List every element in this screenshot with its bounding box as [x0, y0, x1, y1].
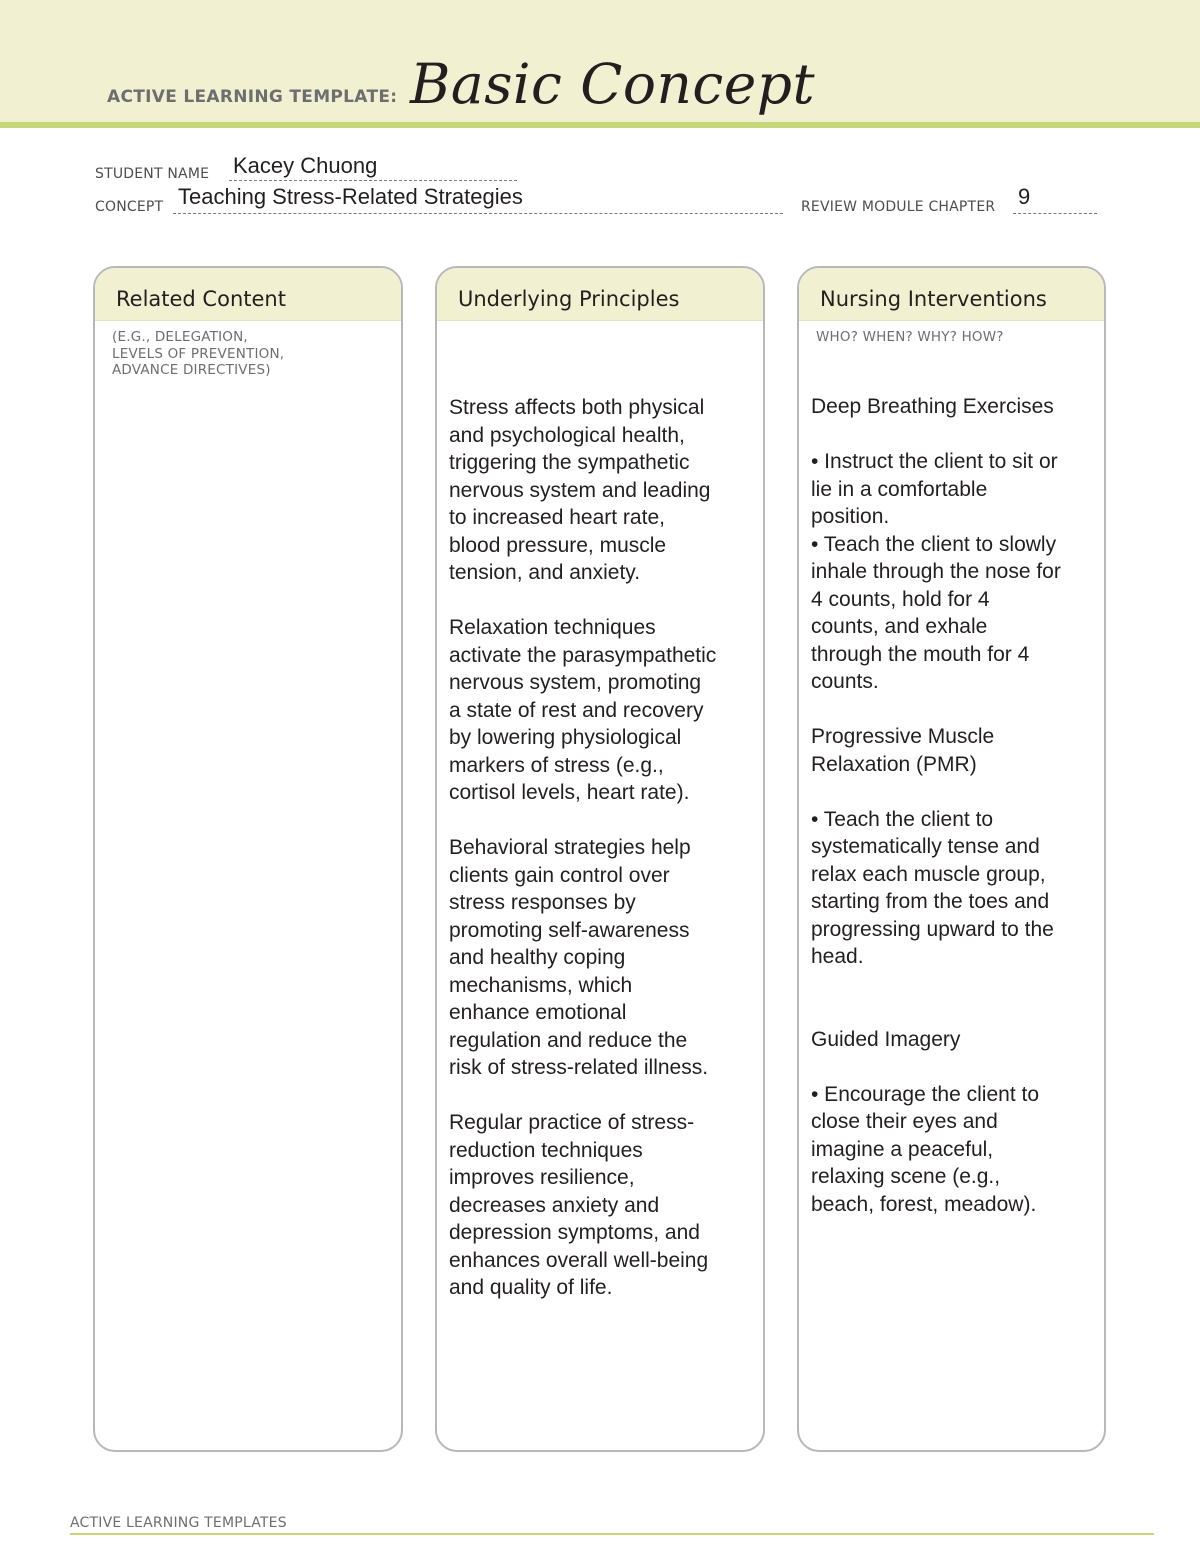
concept-field[interactable]: Teaching Stress-Related Strategies — [178, 184, 523, 209]
chapter-underline — [1013, 213, 1097, 214]
underlying-principles-title: Underlying Principles — [437, 268, 763, 321]
nursing-interventions-text[interactable]: Deep Breathing Exercises • Instruct the client to sit or lie in a comfortable position. • Teach the client to slowly inhale through the nose for 4 counts, hold for 4 counts, and exhale through the mouth for 4 counts. Progressive Muscle Relaxation (PMR) • Teach the client to systematically tense and relax each muscle group, starting from the toes and progressing upward to the head. Guided Imagery • Encourage the client to close their eyes and imagine a peaceful, relaxing scene (e.g., beach, forest, meadow). — [811, 395, 1061, 1216]
footer-divider — [70, 1533, 1154, 1535]
student-name-label: STUDENT NAME — [95, 166, 210, 182]
nursing-interventions-title: Nursing Interventions — [799, 268, 1104, 321]
nursing-interventions-card — [797, 266, 1106, 1452]
related-content-title: Related Content — [95, 268, 401, 321]
template-label: ACTIVE LEARNING TEMPLATE: — [107, 87, 398, 107]
chapter-label: REVIEW MODULE CHAPTER — [801, 199, 996, 215]
related-content-hint: (E.G., DELEGATION, LEVELS OF PREVENTION, ADVANCE DIRECTIVES) — [112, 329, 285, 378]
student-name-field[interactable]: Kacey Chuong — [233, 153, 378, 178]
concept-underline — [173, 213, 783, 214]
concept-label: CONCEPT — [95, 199, 164, 215]
student-name-underline — [229, 180, 517, 181]
header-divider — [0, 122, 1200, 128]
underlying-principles-card — [435, 266, 765, 1452]
chapter-field[interactable]: 9 — [1018, 184, 1031, 209]
underlying-principles-text[interactable]: Stress affects both physical and psychological health, triggering the sympathetic nervous system and leading to increased heart rate, blood pressure, muscle tension, and anxiety. Relaxation techniques activate the parasympathetic nervous system, promoting a state of rest and recovery by lowering physiological markers of stress (e.g., cortisol levels, heart rate). Behavioral strategies help clients gain control over stress responses by promoting self-awareness and healthy coping mechanisms, which enhance emotional regulation and reduce the risk of stress-related illness. Regular practice of stress- reduction techniques improves resilience, decreases anxiety and depression symptoms, and enhances overall well-being and quality of life. — [449, 396, 717, 1299]
nursing-interventions-hint: WHO? WHEN? WHY? HOW? — [816, 329, 1004, 345]
related-content-card — [93, 266, 403, 1452]
footer-label: ACTIVE LEARNING TEMPLATES — [70, 1515, 287, 1531]
page-title: Basic Concept — [410, 52, 816, 116]
